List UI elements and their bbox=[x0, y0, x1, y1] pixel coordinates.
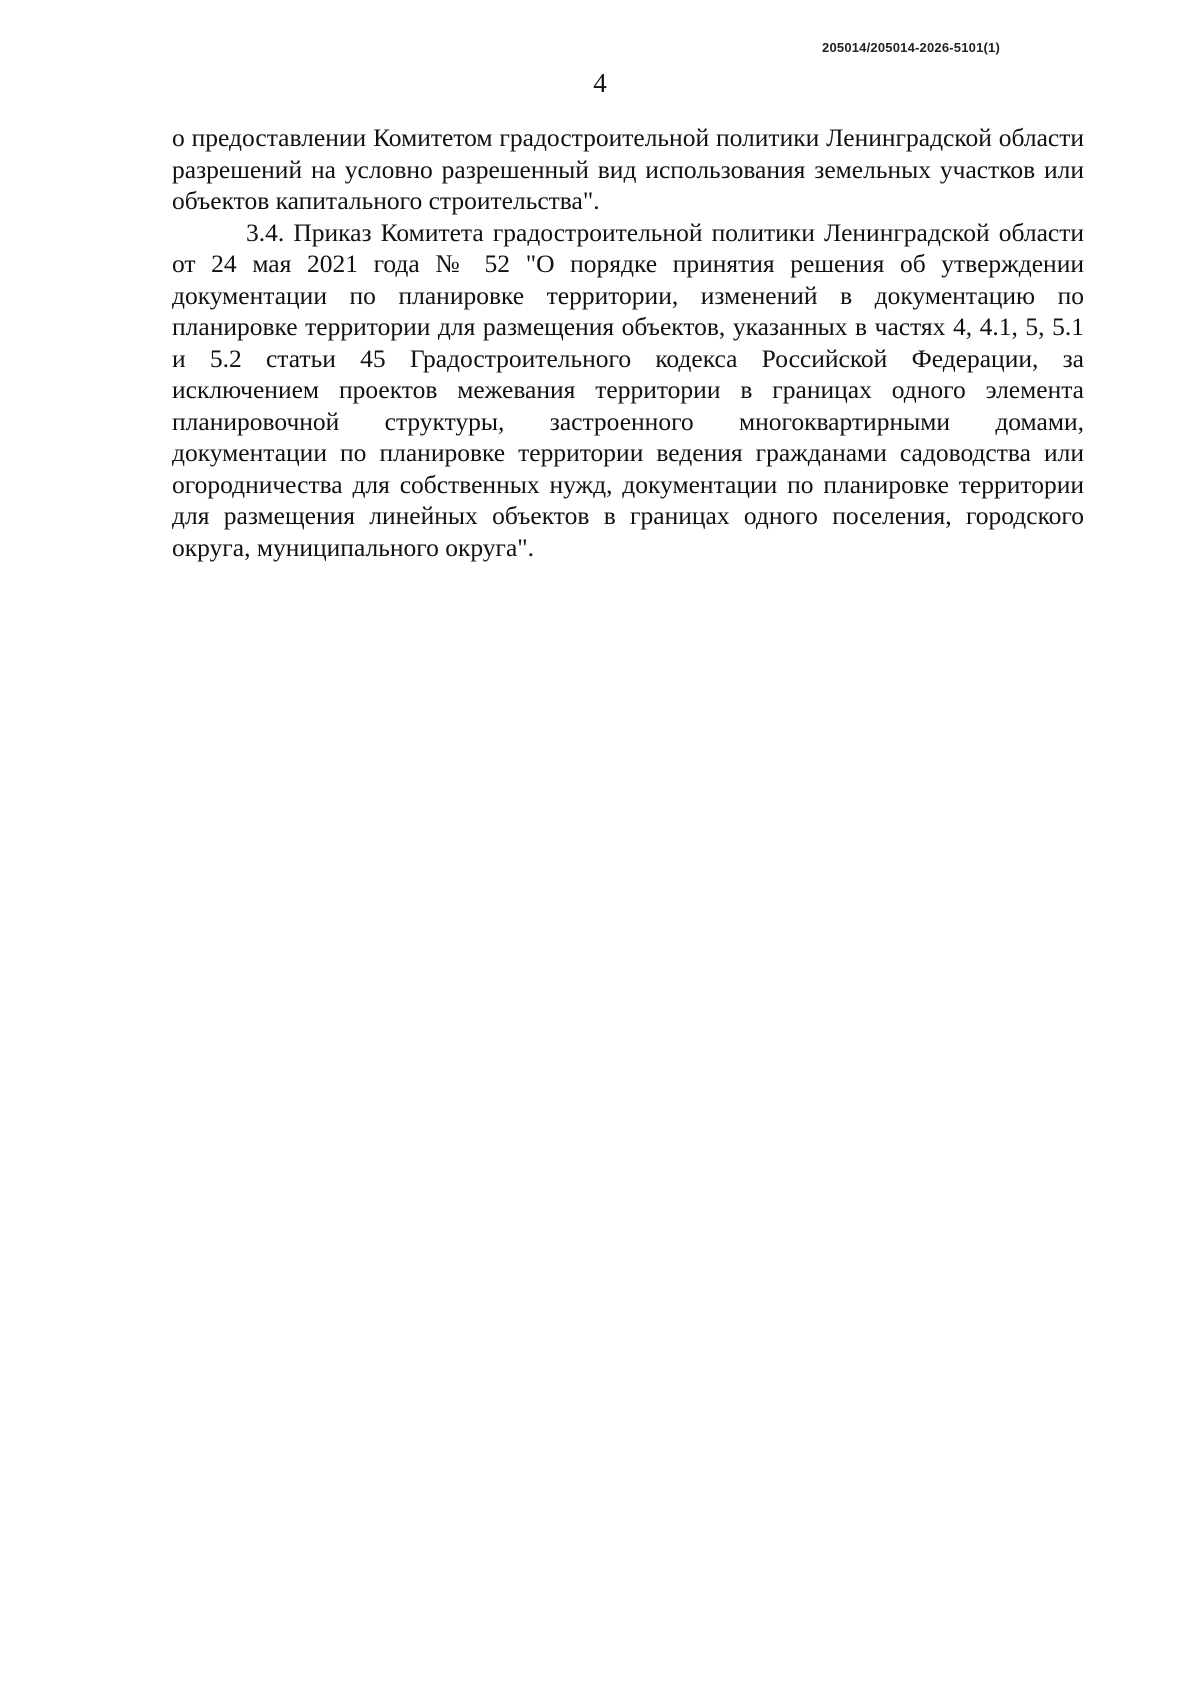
paragraph-item-3-4: 3.4. Приказ Комитета градостроительной политики Ленинградской области от 24 мая 2021 года № 52 "О порядке принятия решения об утверждении документации по планировке территории, изменений в документацию по планировке территории для размещения объектов, указанных в частях 4, 4.1, 5, 5.1 и 5.2 статьи 45 Градостроительного кодекса Российской Федерации, за исключением проектов межевания территории в границах одного элемента планировочной структуры, застроенного многоквартирными домами, документации по планировке территории ведения гражданами садоводства или огородничества для собственных нужд, документации по планировке территории для размещения линейных объектов в границах одного поселения, городского округа, муниципального округа". bbox=[172, 217, 1084, 562]
document-body bbox=[172, 122, 1084, 563]
document-id: 205014/205014-2026-5101(1) bbox=[822, 40, 1000, 55]
paragraph-continuation: о предоставлении Комитетом градостроительной политики Ленинградской области разрешений на условно разрешенный вид использования земельных участков или объектов капитального строительства". bbox=[172, 123, 1084, 215]
page-number: 4 bbox=[593, 68, 607, 98]
